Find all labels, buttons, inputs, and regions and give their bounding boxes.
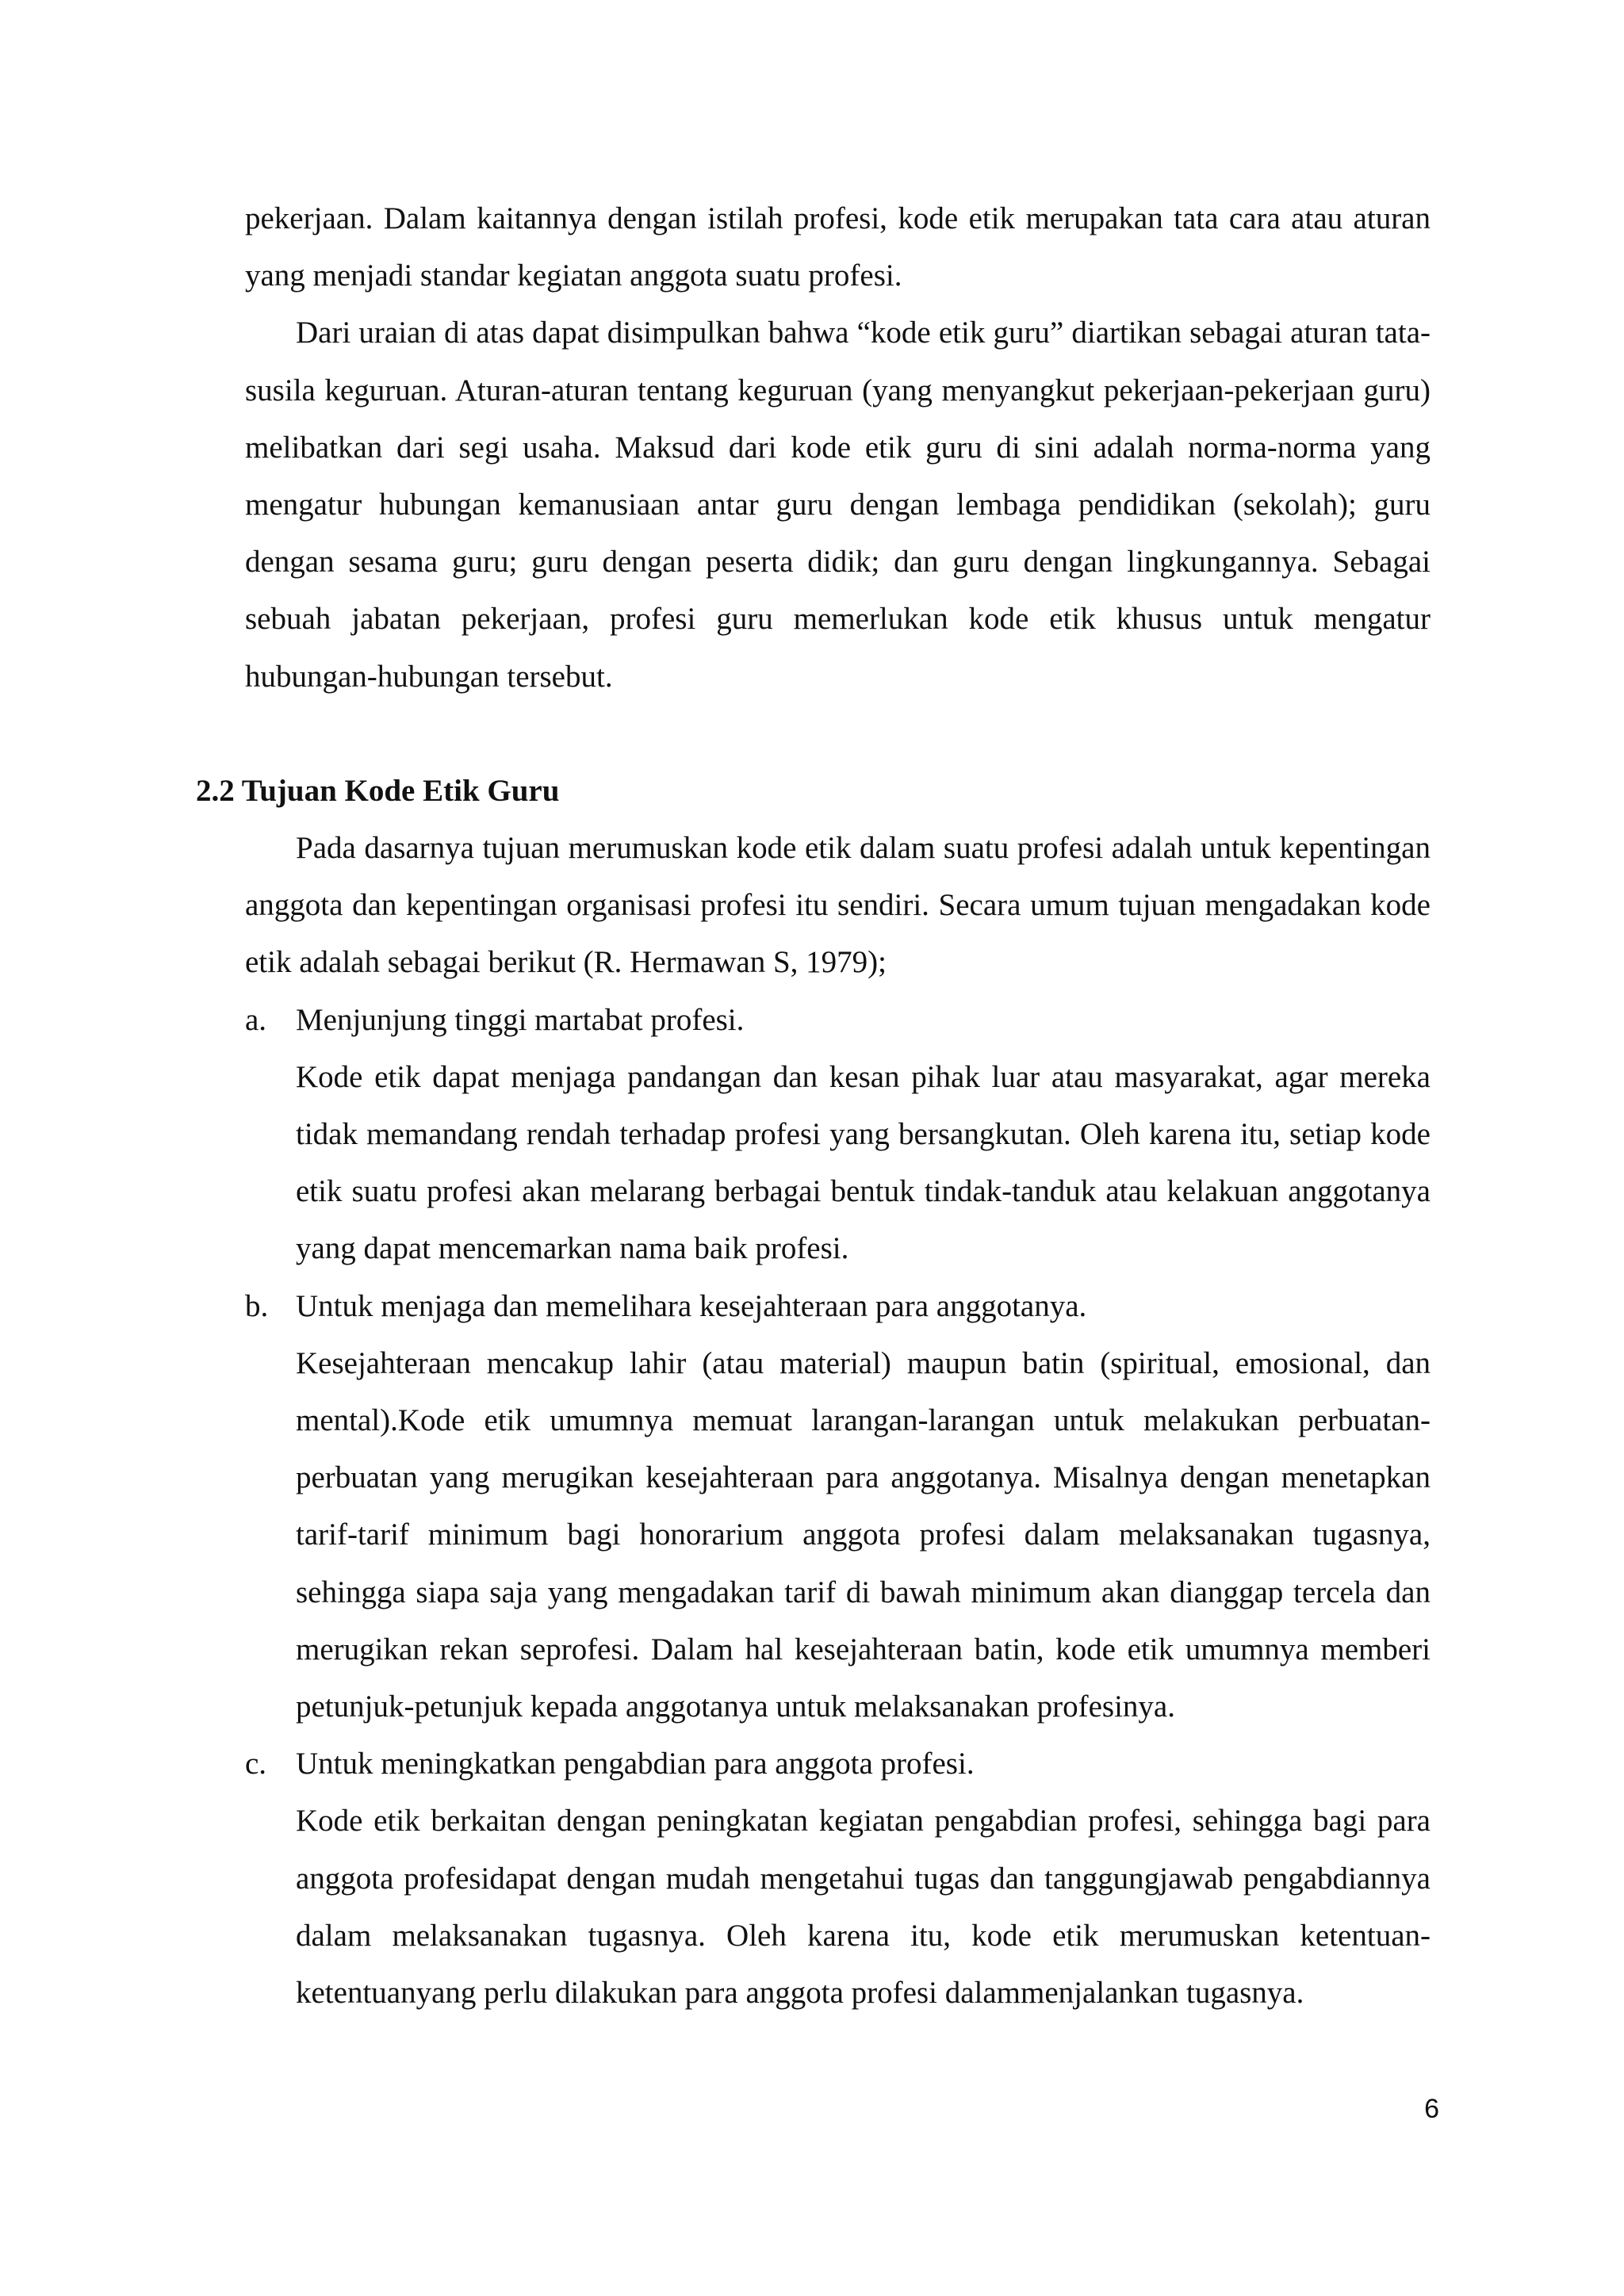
- page-content: [196, 190, 1431, 2022]
- list-item-body: Kode etik berkaitan dengan peningkatan kegiatan pengabdian profesi, sehingga bagi para anggota profesidapat dengan mudah mengetahui tugas dan tanggungjawab pengabdiannya dalam melaksanakan tugasnya. Oleh karena itu, kode etik merumuskan ketentuan-ketentuanyang perlu dilakukan para anggota profesi dalammenjalankan tugasnya.: [296, 1804, 1431, 2011]
- list-marker: b.: [245, 1288, 269, 1323]
- list-item-title: Untuk meningkatkan pengabdian para anggota profesi.: [296, 1747, 975, 1781]
- section-heading: 2.2 Tujuan Kode Etik Guru: [196, 773, 560, 808]
- list-item-body: Kode etik dapat menjaga pandangan dan kesan pihak luar atau masyarakat, agar mereka tidak memandang rendah terhadap profesi yang bersangkutan. Oleh karena itu, setiap kode etik suatu profesi akan melarang berbagai bentuk tindak-tanduk atau kelakuan anggotanya yang dapat mencemarkan nama baik profesi.: [296, 1059, 1431, 1266]
- list-item: [245, 1735, 1431, 2022]
- list-item: [245, 992, 1431, 1278]
- page-number: 6: [1424, 2094, 1439, 2124]
- paragraph-summary: Dari uraian di atas dapat disimpulkan bahwa “kode etik guru” diartikan sebagai aturan tata-susila keguruan. Aturan-aturan tentang keguruan (yang menyangkut pekerjaan-pekerjaan guru) melibatkan dari segi usaha. Maksud dari kode etik guru di sini adalah norma-norma yang mengatur hubungan kemanusiaan antar guru dengan lembaga pendidikan (sekolah); guru dengan sesama guru; guru dengan peserta didik; dan guru dengan lingkungannya. Sebagai sebuah jabatan pekerjaan, profesi guru memerlukan kode etik khusus untuk mengatur hubungan-hubungan tersebut.: [245, 316, 1431, 694]
- list-marker: c.: [245, 1747, 267, 1781]
- list-item-title: Untuk menjaga dan memelihara kesejahteraan para anggotanya.: [296, 1288, 1087, 1323]
- list-item: [245, 1278, 1431, 1736]
- list-item-title: Menjunjung tinggi martabat profesi.: [296, 1002, 745, 1037]
- paragraph-continuation: pekerjaan. Dalam kaitannya dengan istilah profesi, kode etik merupakan tata cara atau aturan yang menjadi standar kegiatan anggota suatu profesi.: [245, 201, 1431, 293]
- list-item-body: Kesejahteraan mencakup lahir (atau material) maupun batin (spiritual, emosional, dan mental).Kode etik umumnya memuat larangan-larangan untuk melakukan perbuatan-perbuatan yang merugikan kesejahteraan para anggotanya. Misalnya dengan menetapkan tarif-tarif minimum bagi honorarium anggota profesi dalam melaksanakan tugasnya, sehingga siapa saja yang mengadakan tarif di bawah minimum akan dianggap tercela dan merugikan rekan seprofesi. Dalam hal kesejahteraan batin, kode etik umumnya memberi petunjuk-petunjuk kepada anggotanya untuk melaksanakan profesinya.: [296, 1345, 1431, 1724]
- list-marker: a.: [245, 1002, 267, 1037]
- section-intro-paragraph: Pada dasarnya tujuan merumuskan kode etik dalam suatu profesi adalah untuk kepentingan anggota dan kepentingan organisasi profesi itu sendiri. Secara umum tujuan mengadakan kode etik adalah sebagai berikut (R. Hermawan S, 1979);: [245, 831, 1431, 980]
